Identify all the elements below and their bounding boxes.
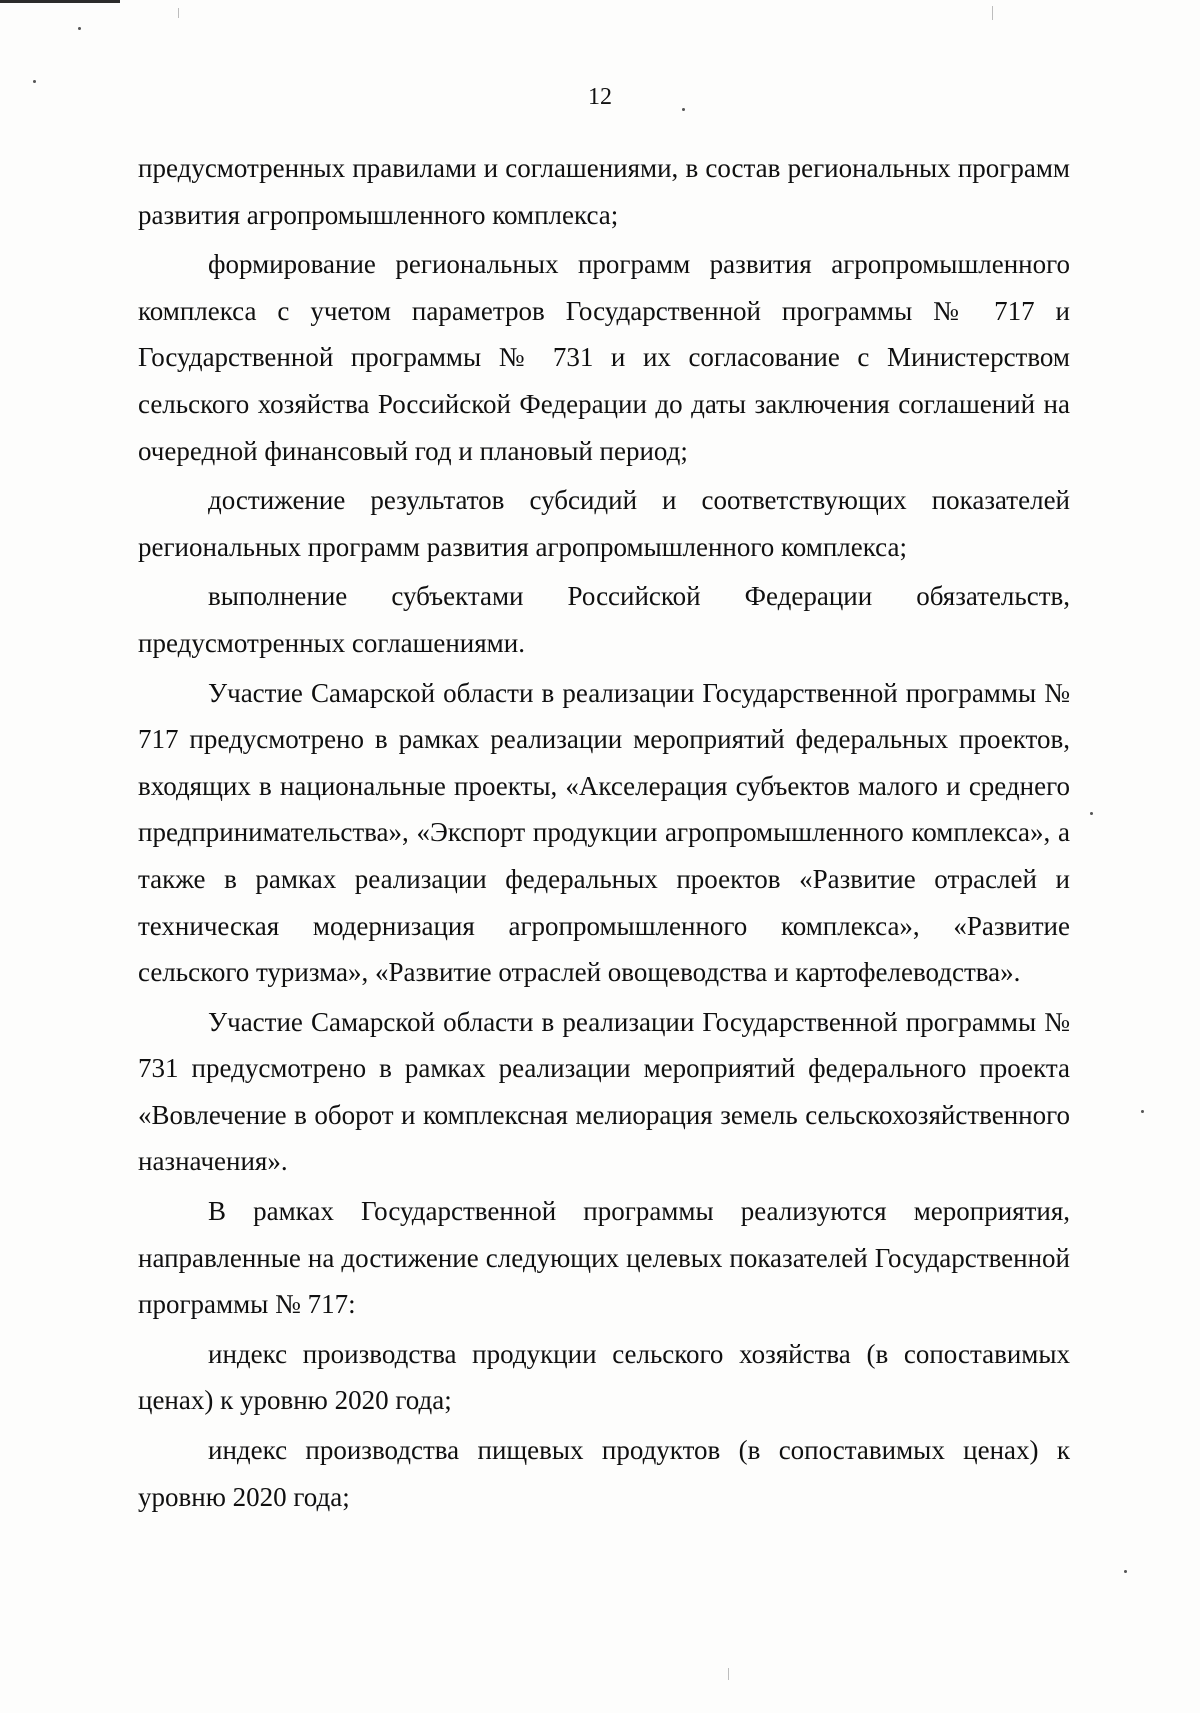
paragraph: Участие Самарской области в реализации Государственной программы № 717 предусмотрено в рамках реализации мероприятий федеральных проектов, входящих в национальные проекты, «Акселерация субъектов малого и среднего предпринимательства», «Экспорт продукции агропромышленного комплекса», а также в рамках реализации федеральных проектов «Развитие отраслей и техническая модернизация агропромышленного комплекса», «Развитие сельского туризма», «Развитие отраслей овощеводства и картофелеводства». xyxy=(138,677,1070,988)
paragraph: выполнение субъектами Российской Федерации обязательств, предусмотренных соглашениями. xyxy=(138,581,1070,658)
scan-speck xyxy=(1124,1570,1127,1573)
paragraph: Участие Самарской области в реализации Государственной программы № 731 предусмотрено в рамках реализации мероприятий федерального проекта «Вовлечение в оборот и комплексная мелиорация земель сельскохозяйственного назначения». xyxy=(138,1006,1070,1177)
scan-speck xyxy=(1141,1110,1144,1113)
paragraph: достижение результатов субсидий и соответствующих показателей региональных программ развития агропромышленного комплекса; xyxy=(138,485,1070,562)
scan-scratch xyxy=(728,1668,729,1680)
scan-speck xyxy=(33,80,36,83)
scan-speck xyxy=(1090,812,1093,815)
paragraph: формирование региональных программ развития агропромышленного комплекса с учетом параметров Государственной программы № 717 и Государственной программы № 731 и их согласование с Министерством сельского хозяйства Российской Федерации до даты заключения соглашений на очередной финансовый год и плановый период; xyxy=(138,249,1070,466)
paragraph: индекс производства пищевых продуктов (в сопоставимых ценах) к уровню 2020 года; xyxy=(138,1435,1070,1512)
page-number: 12 xyxy=(588,84,612,110)
scan-speck xyxy=(78,27,81,30)
scan-scratch xyxy=(992,6,993,20)
paragraph: индекс производства продукции сельского хозяйства (в сопоставимых ценах) к уровню 2020 года; xyxy=(138,1338,1070,1416)
paragraph: В рамках Государственной программы реализуются мероприятия, направленные на достижение следующих целевых показателей Государственной программы № 717: xyxy=(138,1196,1070,1320)
scan-edge-mark xyxy=(0,0,120,3)
document-body xyxy=(138,145,1070,1523)
scan-scratch xyxy=(178,8,179,18)
paragraph-continuation: предусмотренных правилами и соглашениями, в состав региональных программ развития агропромышленного комплекса; xyxy=(138,153,1070,230)
